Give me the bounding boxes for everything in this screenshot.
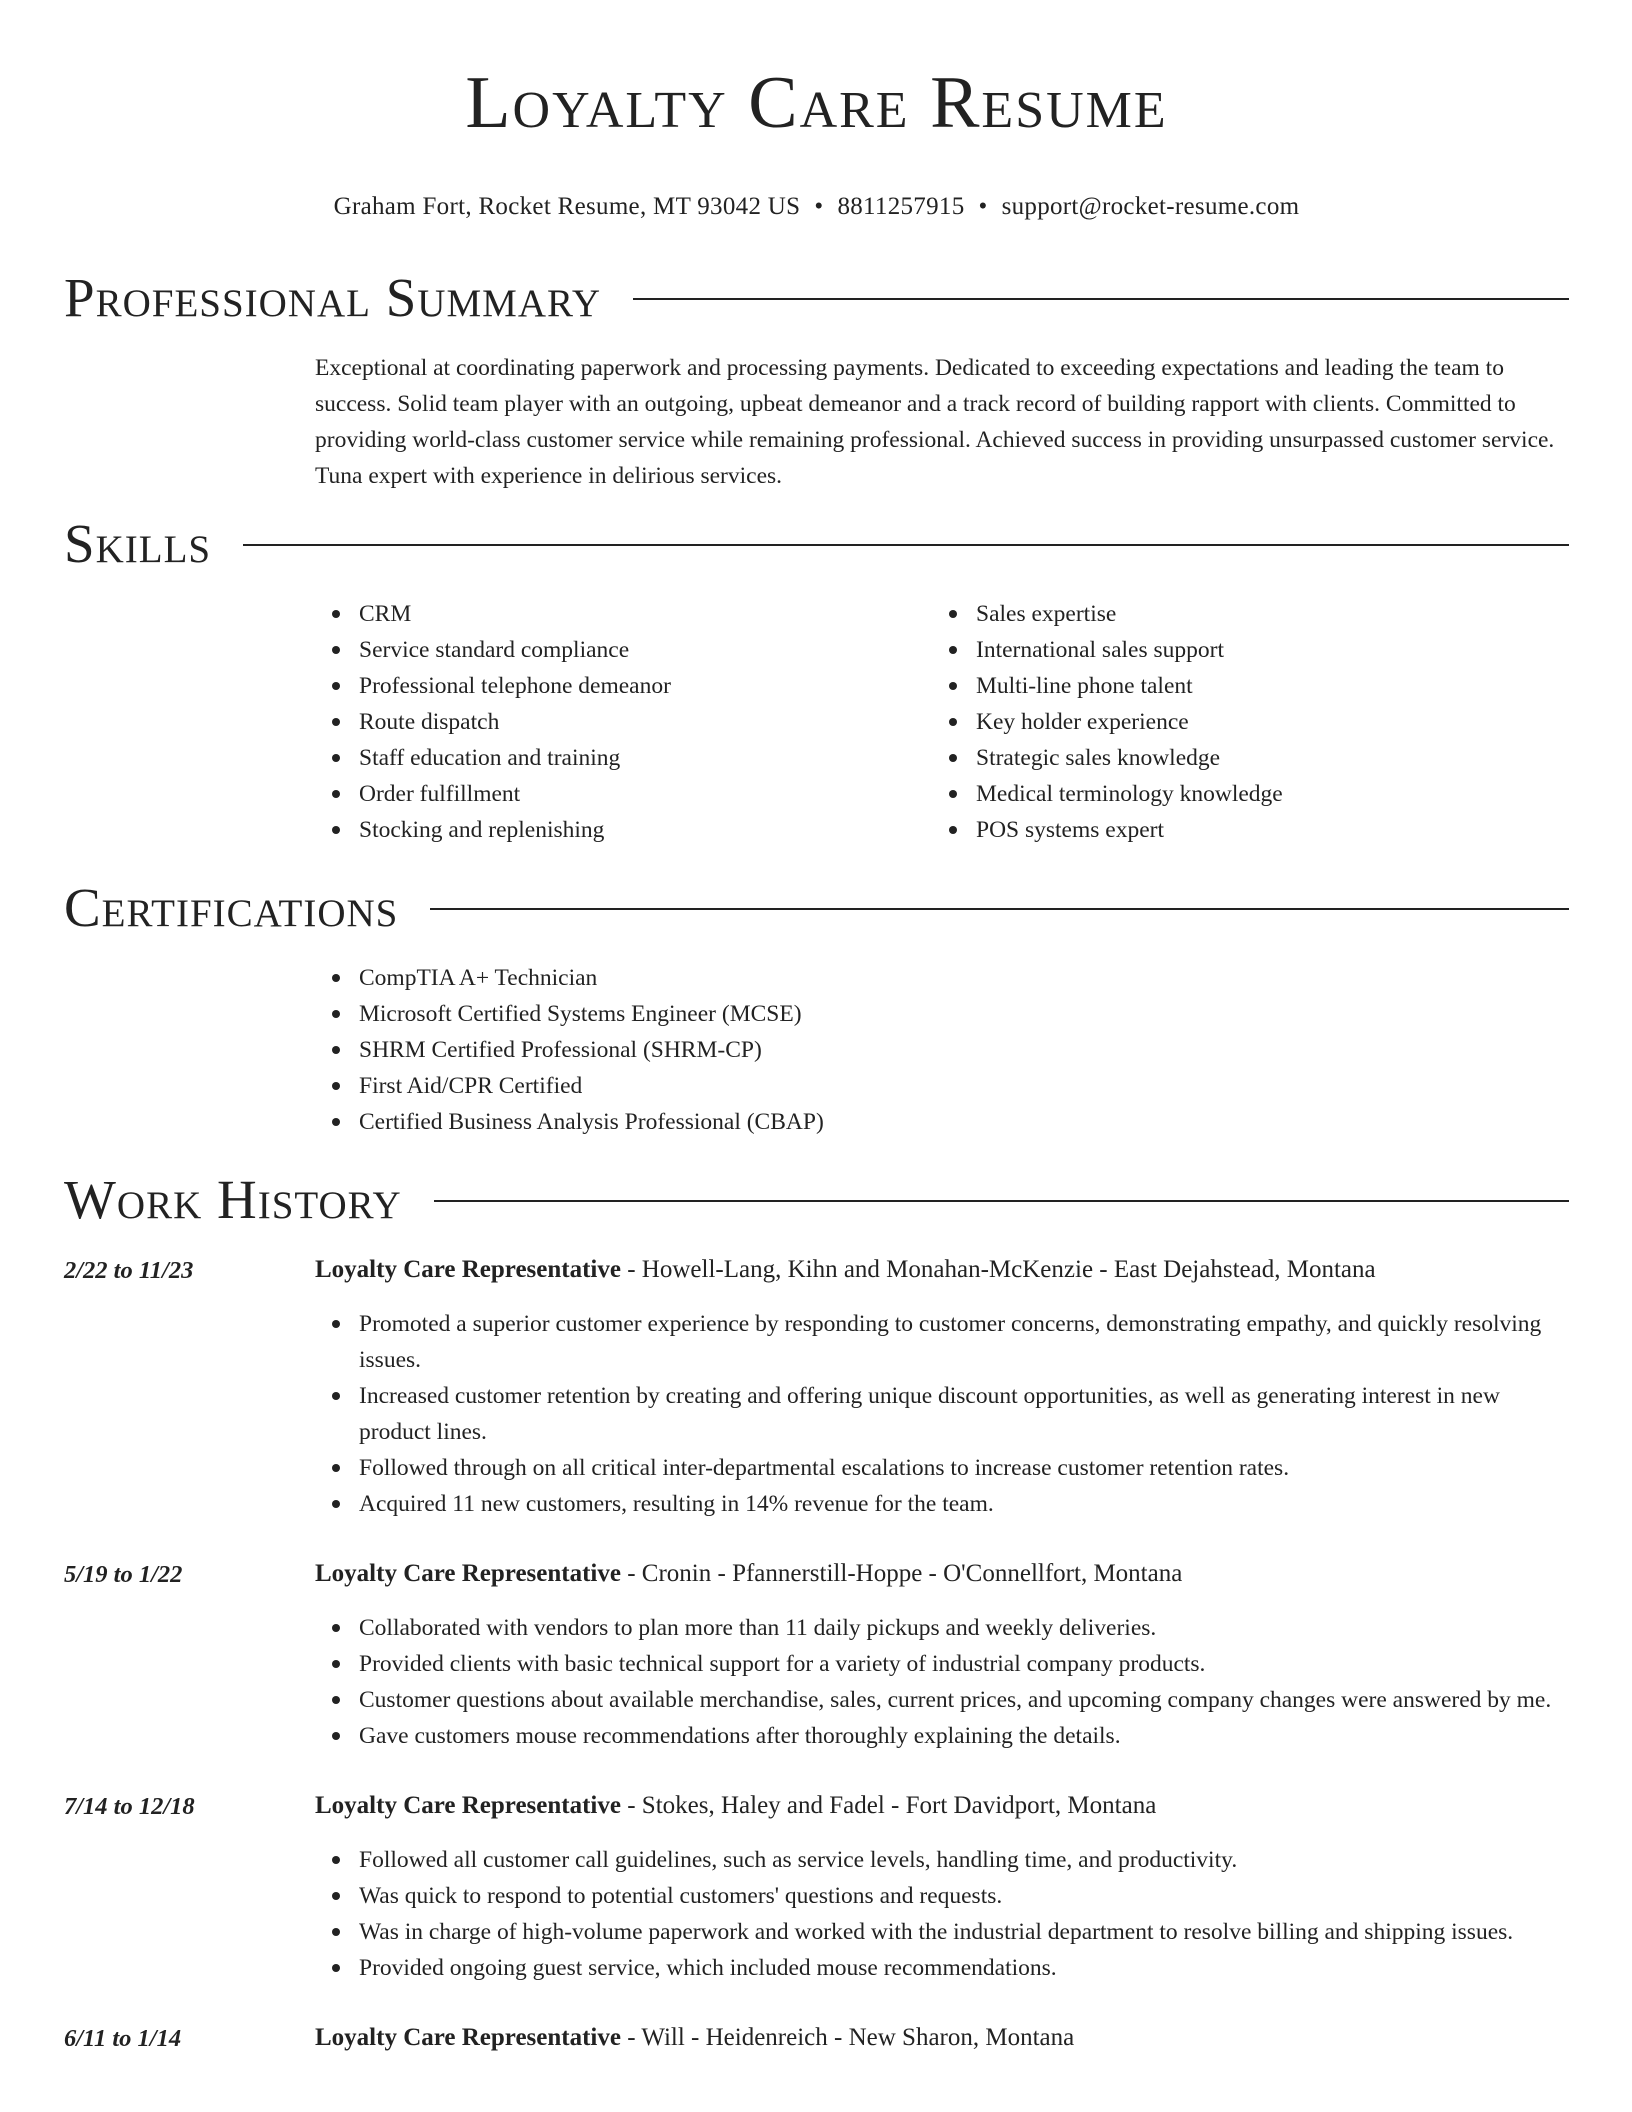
contact-address: Graham Fort, Rocket Resume, MT 93042 US [333, 193, 801, 220]
job-bullet: Gave customers mouse recommendations after thoroughly explaining the details. [359, 1718, 1569, 1754]
job-company: - Will - Heidenreich - New Sharon, Montana [620, 2024, 1075, 2051]
job-bullet: Customer questions about available merchandise, sales, current prices, and upcoming company changes were answered by me. [359, 1682, 1569, 1718]
skills-list [315, 596, 1569, 848]
skill-item: Staff education and training [359, 740, 932, 776]
job-entry [64, 1788, 1569, 1986]
skill-item: Strategic sales knowledge [976, 740, 1549, 776]
job-bullet: Provided ongoing guest service, which included mouse recommendations. [359, 1950, 1569, 1986]
skill-item: CRM [359, 596, 932, 632]
skills-heading: Skills [64, 513, 212, 574]
skills-column-right [932, 596, 1549, 848]
job-company: - Stokes, Haley and Fadel - Fort Davidport, Montana [620, 1792, 1157, 1819]
skill-item: Order fulfillment [359, 776, 932, 812]
summary-heading: Professional Summary [64, 267, 602, 328]
contact-phone: 8811257915 [837, 193, 965, 220]
certifications-heading: Certifications [64, 877, 399, 938]
skill-item: Key holder experience [976, 704, 1549, 740]
job-title-line [315, 1788, 1569, 1824]
certifications-list [315, 960, 1569, 1140]
job-bullet: Followed through on all critical inter-departmental escalations to increase customer retention rates. [359, 1450, 1569, 1486]
job-bullet: Promoted a superior customer experience by responding to customer concerns, demonstrating empathy, and quickly resolving issues. [359, 1306, 1569, 1378]
job-title: Loyalty Care Representative [315, 2024, 621, 2051]
job-entry [64, 1252, 1569, 1522]
work-history-heading: Work History [64, 1169, 402, 1230]
certification-item: Certified Business Analysis Professional (CBAP) [359, 1104, 1569, 1140]
job-detail [315, 1788, 1569, 1986]
job-title-line [315, 2020, 1569, 2056]
job-entry [64, 2020, 1569, 2074]
job-entry [64, 1556, 1569, 1754]
job-dates: 7/14 to 12/18 [64, 1793, 195, 1820]
certification-item: CompTIA A+ Technician [359, 960, 1569, 996]
section-divider [430, 908, 1569, 910]
job-bullet: Was quick to respond to potential customers' questions and requests. [359, 1878, 1569, 1914]
skill-item: Multi-line phone talent [976, 668, 1549, 704]
skills-section-header [64, 514, 1569, 574]
job-bullet: Collaborated with vendors to plan more than 11 daily pickups and weekly deliveries. [359, 1610, 1569, 1646]
section-divider [434, 1200, 1569, 1202]
job-detail [315, 1252, 1569, 1522]
section-divider [633, 298, 1569, 300]
skill-item: Sales expertise [976, 596, 1549, 632]
job-bullet: Increased customer retention by creating and offering unique discount opportunities, as well as generating interest in new product lines. [359, 1378, 1569, 1450]
contact-separator: • [978, 193, 988, 220]
contact-email: support@rocket-resume.com [1001, 193, 1300, 220]
summary-text: Exceptional at coordinating paperwork and processing payments. Dedicated to exceeding expectations and leading the team to success. Solid team player with an outgoing, upbeat demeanor and a track record of building rapport with clients. Committed to providing world-class customer service while remaining professional. Achieved success in providing unsurpassed customer service. Tuna expert with experience in delirious services. [315, 355, 1555, 489]
job-detail [315, 1556, 1569, 1754]
skill-item: Professional telephone demeanor [359, 668, 932, 704]
skill-item: Route dispatch [359, 704, 932, 740]
skills-column-left [315, 596, 932, 848]
job-detail [315, 2020, 1569, 2074]
contact-line [64, 190, 1569, 224]
skill-item: Medical terminology knowledge [976, 776, 1549, 812]
job-bullet: Followed all customer call guidelines, such as service levels, handling time, and productivity. [359, 1842, 1569, 1878]
certification-item: Microsoft Certified Systems Engineer (MCSE) [359, 996, 1569, 1032]
skill-item: Service standard compliance [359, 632, 932, 668]
skill-item: International sales support [976, 632, 1549, 668]
job-bullet: Acquired 11 new customers, resulting in 14% revenue for the team. [359, 1486, 1569, 1522]
work-history-section-header [64, 1170, 1569, 1230]
contact-separator: • [814, 193, 824, 220]
job-title: Loyalty Care Representative [315, 1560, 621, 1587]
skill-item: Stocking and replenishing [359, 812, 932, 848]
job-bullet: Was in charge of high-volume paperwork and worked with the industrial department to resolve billing and shipping issues. [359, 1914, 1569, 1950]
certification-item: First Aid/CPR Certified [359, 1068, 1569, 1104]
job-dates: 6/11 to 1/14 [64, 2025, 182, 2052]
job-bullet: Provided clients with basic technical support for a variety of industrial company products. [359, 1646, 1569, 1682]
resume-title: Loyalty Care Resume [465, 62, 1168, 144]
job-dates: 5/19 to 1/22 [64, 1561, 183, 1588]
job-title: Loyalty Care Representative [315, 1256, 621, 1283]
job-title-line [315, 1556, 1569, 1592]
section-divider [243, 544, 1569, 546]
job-dates: 2/22 to 11/23 [64, 1257, 194, 1284]
certification-item: SHRM Certified Professional (SHRM-CP) [359, 1032, 1569, 1068]
summary-section-header [64, 268, 1569, 328]
job-title: Loyalty Care Representative [315, 1792, 621, 1819]
job-title-line [315, 1252, 1569, 1288]
skill-item: POS systems expert [976, 812, 1549, 848]
certifications-section-header [64, 878, 1569, 938]
job-company: - Howell-Lang, Kihn and Monahan-McKenzie - East Dejahstead, Montana [620, 1256, 1376, 1283]
job-company: - Cronin - Pfannerstill-Hoppe - O'Connellfort, Montana [620, 1560, 1183, 1587]
